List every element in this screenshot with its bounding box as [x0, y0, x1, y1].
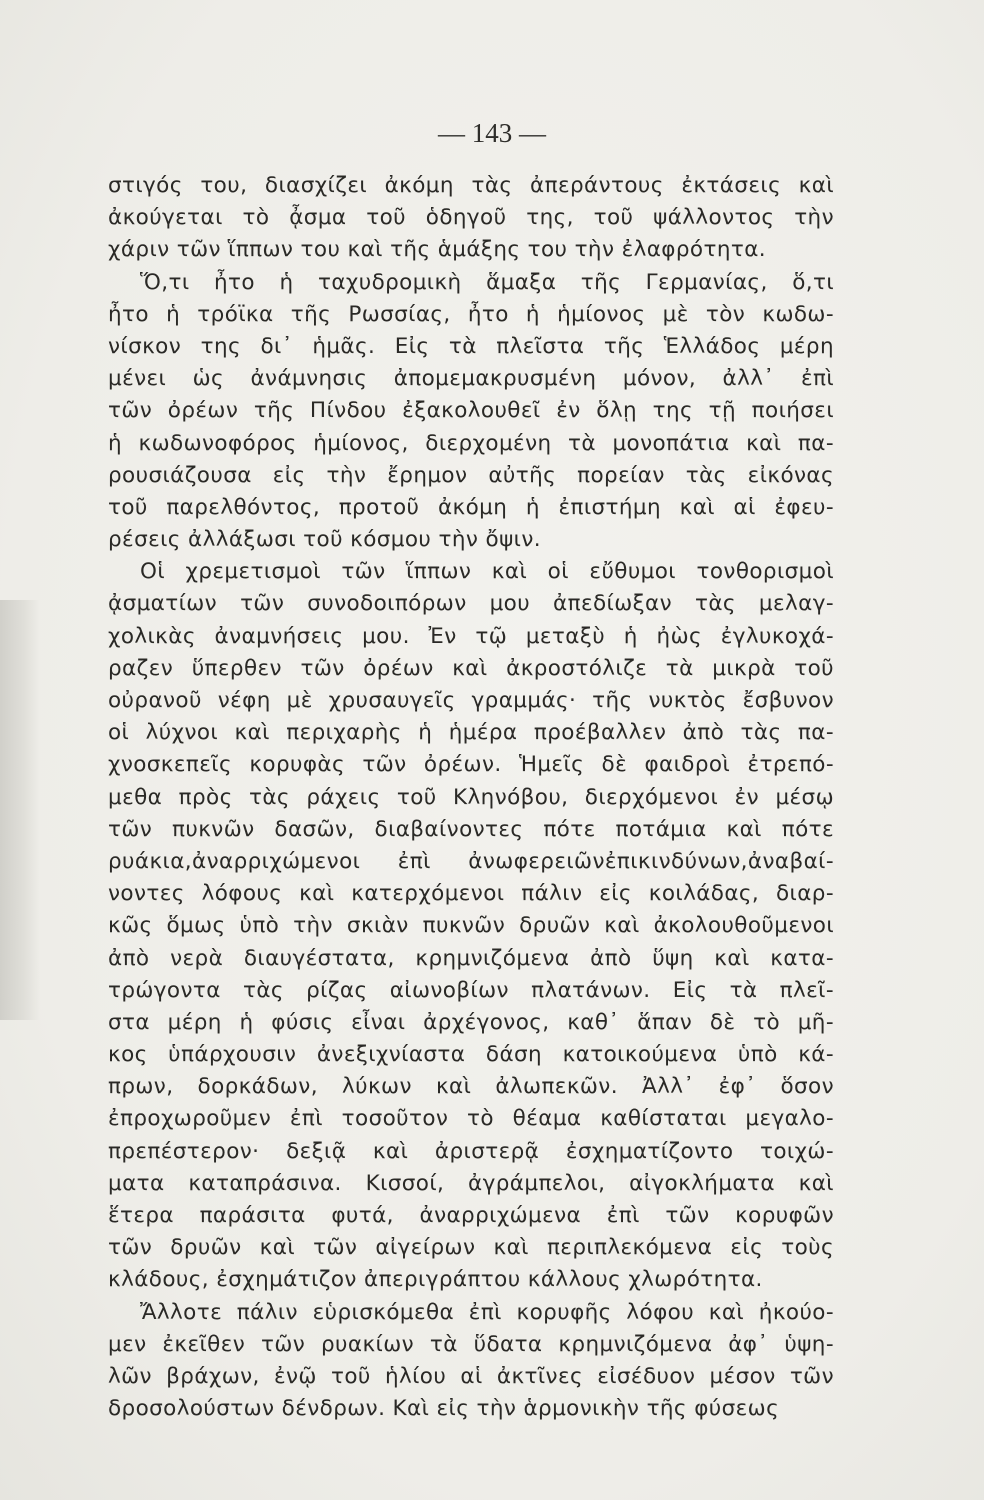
- text-line: πρων, δορκάδων, λύκων καὶ ἀλωπεκῶν. Ἀλλ᾽ ἐφ᾽ ὅσον: [108, 1074, 834, 1100]
- text-line: τῶν ὀρέων τῆς Πίνδου ἐξακολουθεῖ ἐν ὅλῃ της τῇ ποιήσει: [108, 398, 834, 424]
- text-line: ρουσιάζουσα εἰς τὴν ἔρημον αὐτῆς πορείαν τὰς εἰκόνας: [108, 462, 834, 488]
- text-line: ματα καταπράσινα. Κισσοί, ἀγράμπελοι, αἰγοκλήματα καὶ: [108, 1170, 834, 1196]
- text-line: Οἱ χρεμετισμοὶ τῶν ἵππων καὶ οἱ εὔθυμοι τονθορισμοὶ: [140, 559, 834, 585]
- text-line: κος ὑπάρχουσιν ἀνεξιχνίαστα δάση κατοικούμενα ὑπὸ κά-: [108, 1042, 834, 1068]
- text-line: χάριν τῶν ἵππων του καὶ τῆς ἁμάξης του τὴν ἐλαφρότητα.: [108, 237, 767, 263]
- text-line: ἐπροχωροῦμεν ἐπὶ τοσοῦτον τὸ θέαμα καθίσταται μεγαλο-: [108, 1106, 834, 1132]
- page-edge-shadow: [0, 600, 40, 1020]
- text-line: πρεπέστερον· δεξιᾷ καὶ ἀριστερᾷ ἐσχηματίζοντο τοιχώ-: [108, 1138, 834, 1164]
- text-line: ᾀσματίων τῶν συνοδοιπόρων μου ἀπεδίωξαν τὰς μελαγ-: [108, 591, 834, 617]
- text-line: τρώγοντα τὰς ρίζας αἰωνοβίων πλατάνων. Εἰς τὰ πλεῖ-: [108, 977, 834, 1003]
- text-line: δροσολούστων δένδρων. Καὶ εἰς τὴν ἁρμονικὴν τῆς φύσεως: [108, 1396, 780, 1422]
- text-line: νοντες λόφους καὶ κατερχόμενοι πάλιν εἰς κοιλάδας, διαρ-: [108, 881, 834, 907]
- text-line: λῶν βράχων, ἐνῷ τοῦ ἡλίου αἱ ἀκτῖνες εἰσέδυον μέσον τῶν: [108, 1363, 834, 1389]
- text-line: Ἄλλοτε πάλιν εὑρισκόμεθα ἐπὶ κορυφῆς λόφου καὶ ἠκούο-: [140, 1299, 834, 1325]
- text-line: οὐρανοῦ νέφη μὲ χρυσαυγεῖς γραμμάς· τῆς νυκτὸς ἔσβυνον: [108, 688, 834, 713]
- text-line: ἀπὸ νερὰ διαυγέστατα, κρημνιζόμενα ἀπὸ ὕψη καὶ κατα-: [108, 945, 834, 971]
- text-line: μεν ἐκεῖθεν τῶν ρυακίων τὰ ὕδατα κρημνιζόμενα ἀφ᾽ ὑψη-: [108, 1331, 834, 1357]
- text-line: ἀκούγεται τὸ ᾆσμα τοῦ ὁδηγοῦ της, τοῦ ψάλλοντος τὴν: [108, 205, 834, 231]
- text-line: χολικὰς ἀναμνήσεις μου. Ἐν τῷ μεταξὺ ἡ ἠὼς ἐγλυκοχά-: [108, 623, 834, 649]
- text-line: ρέσεις ἀλλάξωσι τοῦ κόσμου τὴν ὄψιν.: [108, 527, 541, 553]
- text-line: τῶν πυκνῶν δασῶν, διαβαίνοντες πότε ποτάμια καὶ πότε: [108, 816, 834, 842]
- text-line: κῶς ὅμως ὑπὸ τὴν σκιὰν πυκνῶν δρυῶν καὶ ἀκολουθοῦμενοι: [108, 913, 834, 939]
- text-line: μεθα πρὸς τὰς ράχεις τοῦ Κληνόβου, διερχόμενοι ἐν μέσῳ: [108, 784, 834, 810]
- text-line: ἦτο ἡ τρόϊκα τῆς Ρωσσίας, ἦτο ἡ ἡμίονος μὲ τὸν κωδω-: [108, 301, 834, 327]
- body-text: [108, 170, 834, 1425]
- text-line: τῶν δρυῶν καὶ τῶν αἰγείρων καὶ περιπλεκόμενα εἰς τοὺς: [108, 1235, 834, 1261]
- text-line: Ὅ,τι ἦτο ἡ ταχυδρομικὴ ἅμαξα τῆς Γερμανίας, ὅ,τι: [140, 269, 834, 295]
- text-line: χνοσκεπεῖς κορυφὰς τῶν ὀρέων. Ἡμεῖς δὲ φαιδροὶ ἐτρεπό-: [108, 752, 834, 778]
- text-line: ρυάκια,ἀναρριχώμενοι ἐπὶ ἀνωφερειῶνἐπικινδύνων,ἀναβαί-: [108, 848, 834, 874]
- text-line: τοῦ παρελθόντος, προτοῦ ἀκόμη ἡ ἐπιστήμη καὶ αἱ ἐφευ-: [108, 494, 834, 520]
- text-line: ἕτερα παράσιτα φυτά, ἀναρριχώμενα ἐπὶ τῶν κορυφῶν: [108, 1203, 834, 1228]
- text-line: κλάδους, ἐσχημάτιζον ἀπεριγράπτου κάλλους χλωρότητα.: [108, 1267, 763, 1293]
- text-line: στιγός του, διασχίζει ἀκόμη τὰς ἀπεράντους ἐκτάσεις καὶ: [108, 173, 834, 198]
- text-line: ἡ κωδωνοφόρος ἡμίονος, διερχομένη τὰ μονοπάτια καὶ πα-: [108, 430, 834, 456]
- page-number: — 143 —: [438, 118, 546, 148]
- text-line: οἱ λύχνοι καὶ περιχαρὴς ἡ ἡμέρα προέβαλλεν ἀπὸ τὰς πα-: [108, 720, 834, 746]
- text-line: στα μέρη ἡ φύσις εἶναι ἀρχέγονος, καθ᾽ ἅπαν δὲ τὸ μῆ-: [108, 1009, 834, 1035]
- text-line: ραζεν ὕπερθεν τῶν ὀρέων καὶ ἀκροστόλιζε τὰ μικρὰ τοῦ: [108, 655, 834, 681]
- text-line: νίσκον της δι᾽ ἡμᾶς. Εἰς τὰ πλεῖστα τῆς Ἑλλάδος μέρη: [108, 333, 834, 359]
- text-line: μένει ὡς ἀνάμνησις ἀπομεμακρυσμένη μόνον, ἀλλ᾽ ἐπὶ: [108, 366, 834, 392]
